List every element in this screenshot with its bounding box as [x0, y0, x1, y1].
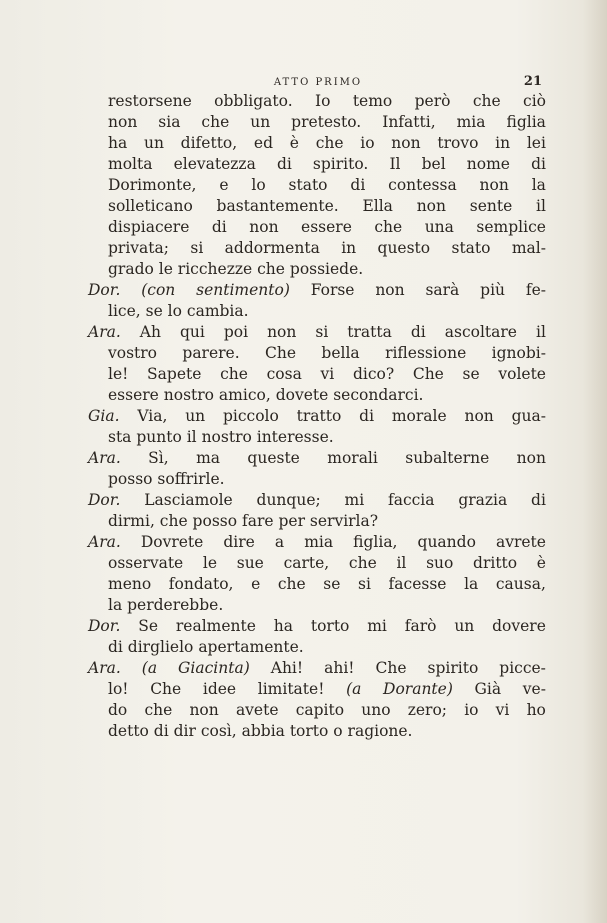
word: non — [464, 407, 494, 425]
word: che — [144, 701, 173, 719]
word: che — [220, 365, 248, 383]
word: Che — [412, 365, 444, 383]
word: ahi! — [324, 659, 355, 677]
word: Che — [265, 344, 297, 362]
text-line — [88, 679, 546, 700]
word: vi — [495, 701, 510, 719]
word: Ella — [362, 197, 393, 215]
word: tratto — [296, 407, 342, 425]
word: io — [360, 134, 375, 152]
word: (a — [141, 659, 158, 677]
word: un — [454, 617, 475, 635]
word: nome — [466, 155, 510, 173]
word: fondato, — [168, 575, 234, 593]
word: più — [480, 281, 506, 299]
word: che — [472, 92, 501, 110]
text-line — [88, 343, 546, 364]
word: figlia — [506, 113, 546, 131]
word: se — [462, 365, 480, 383]
word: non — [516, 449, 546, 467]
word: (con — [141, 281, 176, 299]
word: però — [414, 92, 451, 110]
word: ha — [108, 134, 128, 152]
text-segment: detto di dir così, abbia torto o ragione. — [108, 722, 413, 740]
word: grazia — [458, 491, 508, 509]
word: gua- — [511, 407, 546, 425]
word: Via, — [137, 407, 168, 425]
word: mia — [456, 113, 486, 131]
word: lo — [251, 176, 266, 194]
word: piccolo — [222, 407, 279, 425]
word: Dor. — [88, 491, 121, 509]
text-line — [88, 511, 546, 532]
word: quando — [417, 533, 476, 551]
text-line — [88, 469, 546, 490]
text-segment: lice, se lo cambia. — [108, 302, 249, 320]
word: sarà — [425, 281, 460, 299]
word: picce- — [499, 659, 546, 677]
word: difetto, — [180, 134, 238, 152]
text-line — [88, 259, 546, 280]
word: farò — [404, 617, 437, 635]
word: addormenta — [224, 239, 320, 257]
text-line — [88, 112, 546, 133]
text-line — [88, 406, 546, 427]
word: Infatti, — [382, 113, 436, 131]
word: bel — [421, 155, 446, 173]
word: e — [251, 575, 261, 593]
word: un — [250, 113, 271, 131]
word: vostro — [108, 344, 158, 362]
text-segment: essere nostro amico, dovete secondarci. — [108, 386, 424, 404]
text-line — [88, 490, 546, 511]
text-line — [88, 301, 546, 322]
word: bella — [321, 344, 360, 362]
text-line — [88, 385, 546, 406]
text-line — [88, 721, 546, 742]
word: stato — [288, 176, 328, 194]
word: morali — [327, 449, 378, 467]
word: che — [277, 575, 306, 593]
word: realmente — [175, 617, 256, 635]
word: dunque; — [256, 491, 321, 509]
word: semplice — [476, 218, 546, 236]
word: io — [464, 701, 479, 719]
word: si — [190, 239, 204, 257]
text-segment: grado le ricchezze che possiede. — [108, 260, 364, 278]
word: carte, — [283, 554, 330, 572]
word: di — [410, 323, 426, 341]
word: parere. — [182, 344, 240, 362]
word: di — [276, 155, 292, 173]
text-segment: la perderebbe. — [108, 596, 224, 614]
word: bastantemente. — [216, 197, 339, 215]
text-segment: di dirglielo apertamente. — [108, 638, 304, 656]
word: fe- — [525, 281, 546, 299]
word: se — [323, 575, 341, 593]
word: il — [535, 323, 546, 341]
word: figlia, — [353, 533, 398, 551]
word: Ahi! — [270, 659, 304, 677]
word: Sì, — [148, 449, 169, 467]
word: Se — [138, 617, 159, 635]
text-line — [88, 133, 546, 154]
word: una — [424, 218, 454, 236]
word: ascoltare — [444, 323, 517, 341]
word: Dorante) — [383, 680, 453, 698]
text-segment: dirmi, che posso fare per servirla? — [108, 512, 379, 530]
word: questo — [377, 239, 431, 257]
word: poi — [223, 323, 249, 341]
word: spirito — [427, 659, 479, 677]
word: le! — [108, 365, 129, 383]
word: Dorimonte, — [108, 176, 197, 194]
word: dire — [223, 533, 255, 551]
word: Forse — [310, 281, 355, 299]
word: di — [531, 155, 546, 173]
word: si — [315, 323, 329, 341]
word: sentimento) — [196, 281, 290, 299]
word: facesse — [388, 575, 447, 593]
word: avete — [235, 701, 279, 719]
word: Sapete — [147, 365, 202, 383]
text-segment: sta punto il nostro interesse. — [108, 428, 334, 446]
word: che — [348, 554, 377, 572]
word: Dor. — [88, 617, 121, 635]
text-line — [88, 175, 546, 196]
word: lo! — [108, 680, 129, 698]
word: non — [391, 134, 421, 152]
word: morale — [391, 407, 447, 425]
word: restorsene — [108, 92, 192, 110]
word: ciò — [523, 92, 546, 110]
word: Lasciamole — [144, 491, 233, 509]
word: meno — [108, 575, 152, 593]
word: di — [359, 407, 375, 425]
word: tratta — [347, 323, 392, 341]
word: si — [358, 575, 371, 593]
word: non — [189, 701, 219, 719]
word: sue — [236, 554, 264, 572]
word: ho — [526, 701, 546, 719]
word: zero; — [407, 701, 448, 719]
word: Giacinta) — [178, 659, 250, 677]
text-line — [88, 595, 546, 616]
text-line — [88, 427, 546, 448]
word: pretesto. — [291, 113, 362, 131]
page-header — [88, 74, 548, 92]
word: mi — [367, 617, 387, 635]
text-line — [88, 91, 546, 112]
word: non — [267, 323, 297, 341]
word: non — [249, 218, 279, 236]
word: il — [536, 197, 546, 215]
word: di — [350, 176, 366, 194]
word: dovere — [492, 617, 546, 635]
word: e — [219, 176, 229, 194]
word: dispiacere — [108, 218, 190, 236]
text-line — [88, 532, 546, 553]
word: torto — [310, 617, 350, 635]
text-line — [88, 364, 546, 385]
word: è — [536, 554, 546, 572]
word: non — [416, 197, 446, 215]
word: dritto — [473, 554, 518, 572]
text-segment: posso soffrirle. — [108, 470, 225, 488]
word: di — [211, 218, 227, 236]
word: non — [375, 281, 405, 299]
word: in — [495, 134, 511, 152]
word: a — [274, 533, 285, 551]
word: ed — [253, 134, 274, 152]
word: ha — [273, 617, 294, 635]
word: sia — [158, 113, 181, 131]
word: Dovrete — [140, 533, 204, 551]
word: ignobi- — [491, 344, 546, 362]
text-line — [88, 154, 546, 175]
word: elevatezza — [173, 155, 256, 173]
word: che — [374, 218, 403, 236]
text-line — [88, 322, 546, 343]
word: che — [315, 134, 344, 152]
text-line — [88, 280, 546, 301]
text-line — [88, 637, 546, 658]
text-line — [88, 553, 546, 574]
word: ve- — [522, 680, 546, 698]
word: Che — [375, 659, 407, 677]
text-line — [88, 238, 546, 259]
word: privata; — [108, 239, 169, 257]
word: causa, — [495, 575, 546, 593]
play-text — [88, 91, 546, 742]
word: idee — [202, 680, 237, 698]
text-line — [88, 448, 546, 469]
word: il — [396, 554, 407, 572]
word: non — [108, 113, 138, 131]
word: Il — [389, 155, 401, 173]
word: obbligato. — [214, 92, 293, 110]
word: contessa — [388, 176, 457, 194]
word: di — [531, 491, 546, 509]
word: essere — [301, 218, 352, 236]
word: stato — [451, 239, 491, 257]
text-line — [88, 700, 546, 721]
word: Ara. — [88, 323, 121, 341]
word: mal- — [511, 239, 546, 257]
running-title: ATTO PRIMO — [273, 77, 363, 88]
word: qui — [179, 323, 205, 341]
word: avrete — [495, 533, 546, 551]
word: mia — [304, 533, 334, 551]
word: dico? — [352, 365, 395, 383]
word: lei — [526, 134, 546, 152]
word: che — [201, 113, 230, 131]
word: Gia. — [88, 407, 120, 425]
word: sente — [469, 197, 513, 215]
word: le — [202, 554, 218, 572]
word: limitate! — [257, 680, 325, 698]
word: (a — [346, 680, 362, 698]
word: riflessione — [385, 344, 467, 362]
word: queste — [247, 449, 300, 467]
word: la — [464, 575, 479, 593]
word: Ah — [139, 323, 161, 341]
text-line — [88, 196, 546, 217]
word: Ara. — [88, 659, 121, 677]
word: è — [289, 134, 299, 152]
word: in — [341, 239, 357, 257]
word: un — [185, 407, 206, 425]
word: osservate — [108, 554, 184, 572]
word: Dor. — [88, 281, 121, 299]
word: ma — [196, 449, 221, 467]
word: uno — [361, 701, 391, 719]
word: solleticano — [108, 197, 193, 215]
text-line — [88, 217, 546, 238]
text-line — [88, 616, 546, 637]
word: Che — [150, 680, 182, 698]
word: faccia — [387, 491, 435, 509]
word: Io — [314, 92, 331, 110]
word: vi — [320, 365, 335, 383]
word: Ara. — [88, 449, 121, 467]
word: un — [143, 134, 164, 152]
text-line — [88, 658, 546, 679]
word: subalterne — [405, 449, 490, 467]
page-number: 21 — [523, 74, 542, 89]
word: la — [531, 176, 546, 194]
word: trovo — [437, 134, 479, 152]
text-line — [88, 574, 546, 595]
word: temo — [352, 92, 393, 110]
word: molta — [108, 155, 153, 173]
word: do — [108, 701, 128, 719]
word: suo — [426, 554, 454, 572]
word: spirito. — [312, 155, 369, 173]
word: cosa — [266, 365, 302, 383]
word: volete — [498, 365, 546, 383]
word: mi — [344, 491, 365, 509]
word: capito — [295, 701, 345, 719]
word: Già — [474, 680, 502, 698]
word: Ara. — [88, 533, 121, 551]
word: non — [479, 176, 509, 194]
